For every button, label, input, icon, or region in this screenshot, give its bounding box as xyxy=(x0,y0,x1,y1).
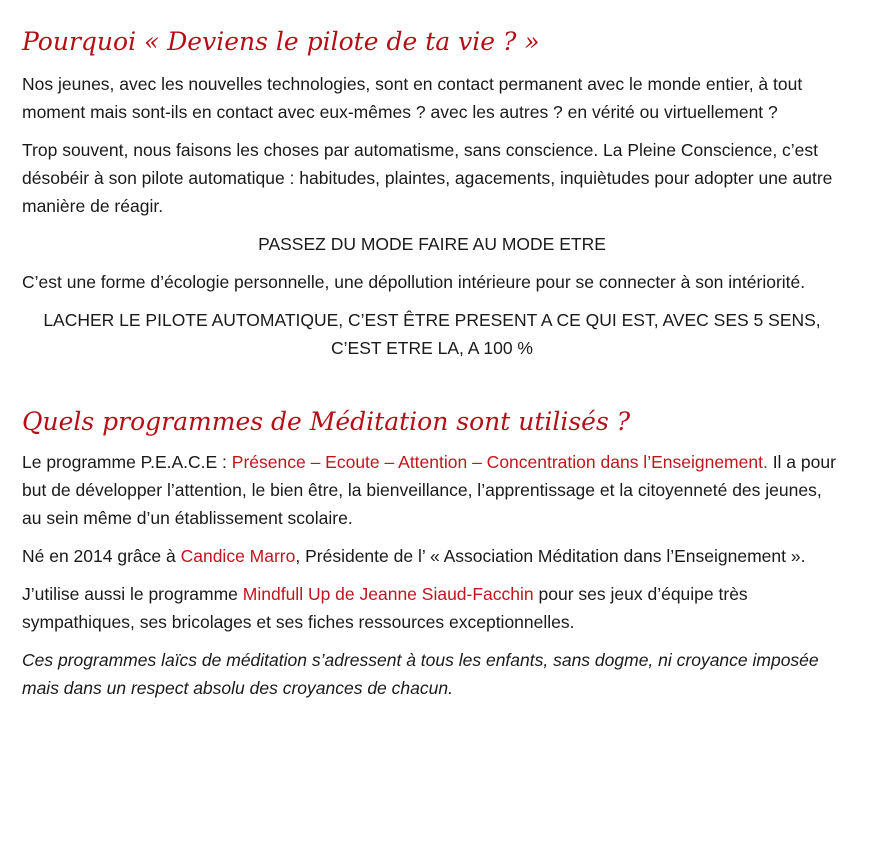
paragraph-closing: Ces programmes laïcs de méditation s’adressent à tous les enfants, sans dogme, ni croyance imposée mais dans un respect absolu des croyances de chacun. xyxy=(22,650,819,698)
paragraph-mindfull xyxy=(22,580,842,636)
slogan-line-1: LACHER LE PILOTE AUTOMATIQUE, C’EST ÊTRE PRESENT A CE QUI EST, AVEC SES 5 SENS, xyxy=(43,310,821,330)
paragraph-origine xyxy=(22,542,842,570)
slogan-line-2: C’EST ETRE LA, A 100 % xyxy=(331,338,533,358)
mindful-intro: J’utilise aussi le programme xyxy=(22,584,243,604)
peace-link[interactable]: Présence – Ecoute – Attention – Concentration dans l’Enseignement. xyxy=(231,452,768,472)
paragraph-jeunes: Nos jeunes, avec les nouvelles technologies, sont en contact permanent avec le monde entier, à tout moment mais sont-ils en contact avec eux-mêmes ? avec les autres ? en vérité ou virtuellement ? xyxy=(22,74,803,122)
born-rest: , Présidente de l’ « Association Méditation dans l’Enseignement ». xyxy=(295,546,806,566)
document-page xyxy=(22,22,842,712)
section-title-programmes: Quels programmes de Méditation sont utilisés ? xyxy=(22,407,631,436)
mindful-rest: pour ses jeux d’équipe très sympathiques, ses bricolages et ses fiches ressources exceptionnelles. xyxy=(22,584,748,632)
peace-description: Il a pour but de développer l’attention, le bien être, la bienveillance, l’apprentissage et la citoyenneté des jeunes, au sein même d’un établissement scolaire. xyxy=(22,452,836,528)
centered-slogan-pilote xyxy=(22,306,842,362)
born-intro: Né en 2014 grâce à xyxy=(22,546,181,566)
paragraph-automatisme: Trop souvent, nous faisons les choses par automatisme, sans conscience. La Pleine Conscience, c’est désobéir à son pilote automatique : habitudes, plaintes, agacements, inquiètudes pour adopter une autre manière de réagir. xyxy=(22,140,833,216)
paragraph-ecologie: C’est une forme d’écologie personnelle, une dépollution intérieure pour se connecter à son intériorité. xyxy=(22,272,806,292)
candice-marro-link[interactable]: Candice Marro xyxy=(180,546,296,566)
peace-intro: Le programme P.E.A.C.E : xyxy=(22,452,232,472)
section-title-pourquoi: Pourquoi « Deviens le pilote de ta vie ? » xyxy=(22,27,540,56)
centered-slogan-mode-etre: PASSEZ DU MODE FAIRE AU MODE ETRE xyxy=(258,234,606,254)
paragraph-peace xyxy=(22,448,842,532)
mindfull-up-link[interactable]: Mindfull Up de Jeanne Siaud-Facchin xyxy=(242,584,534,604)
